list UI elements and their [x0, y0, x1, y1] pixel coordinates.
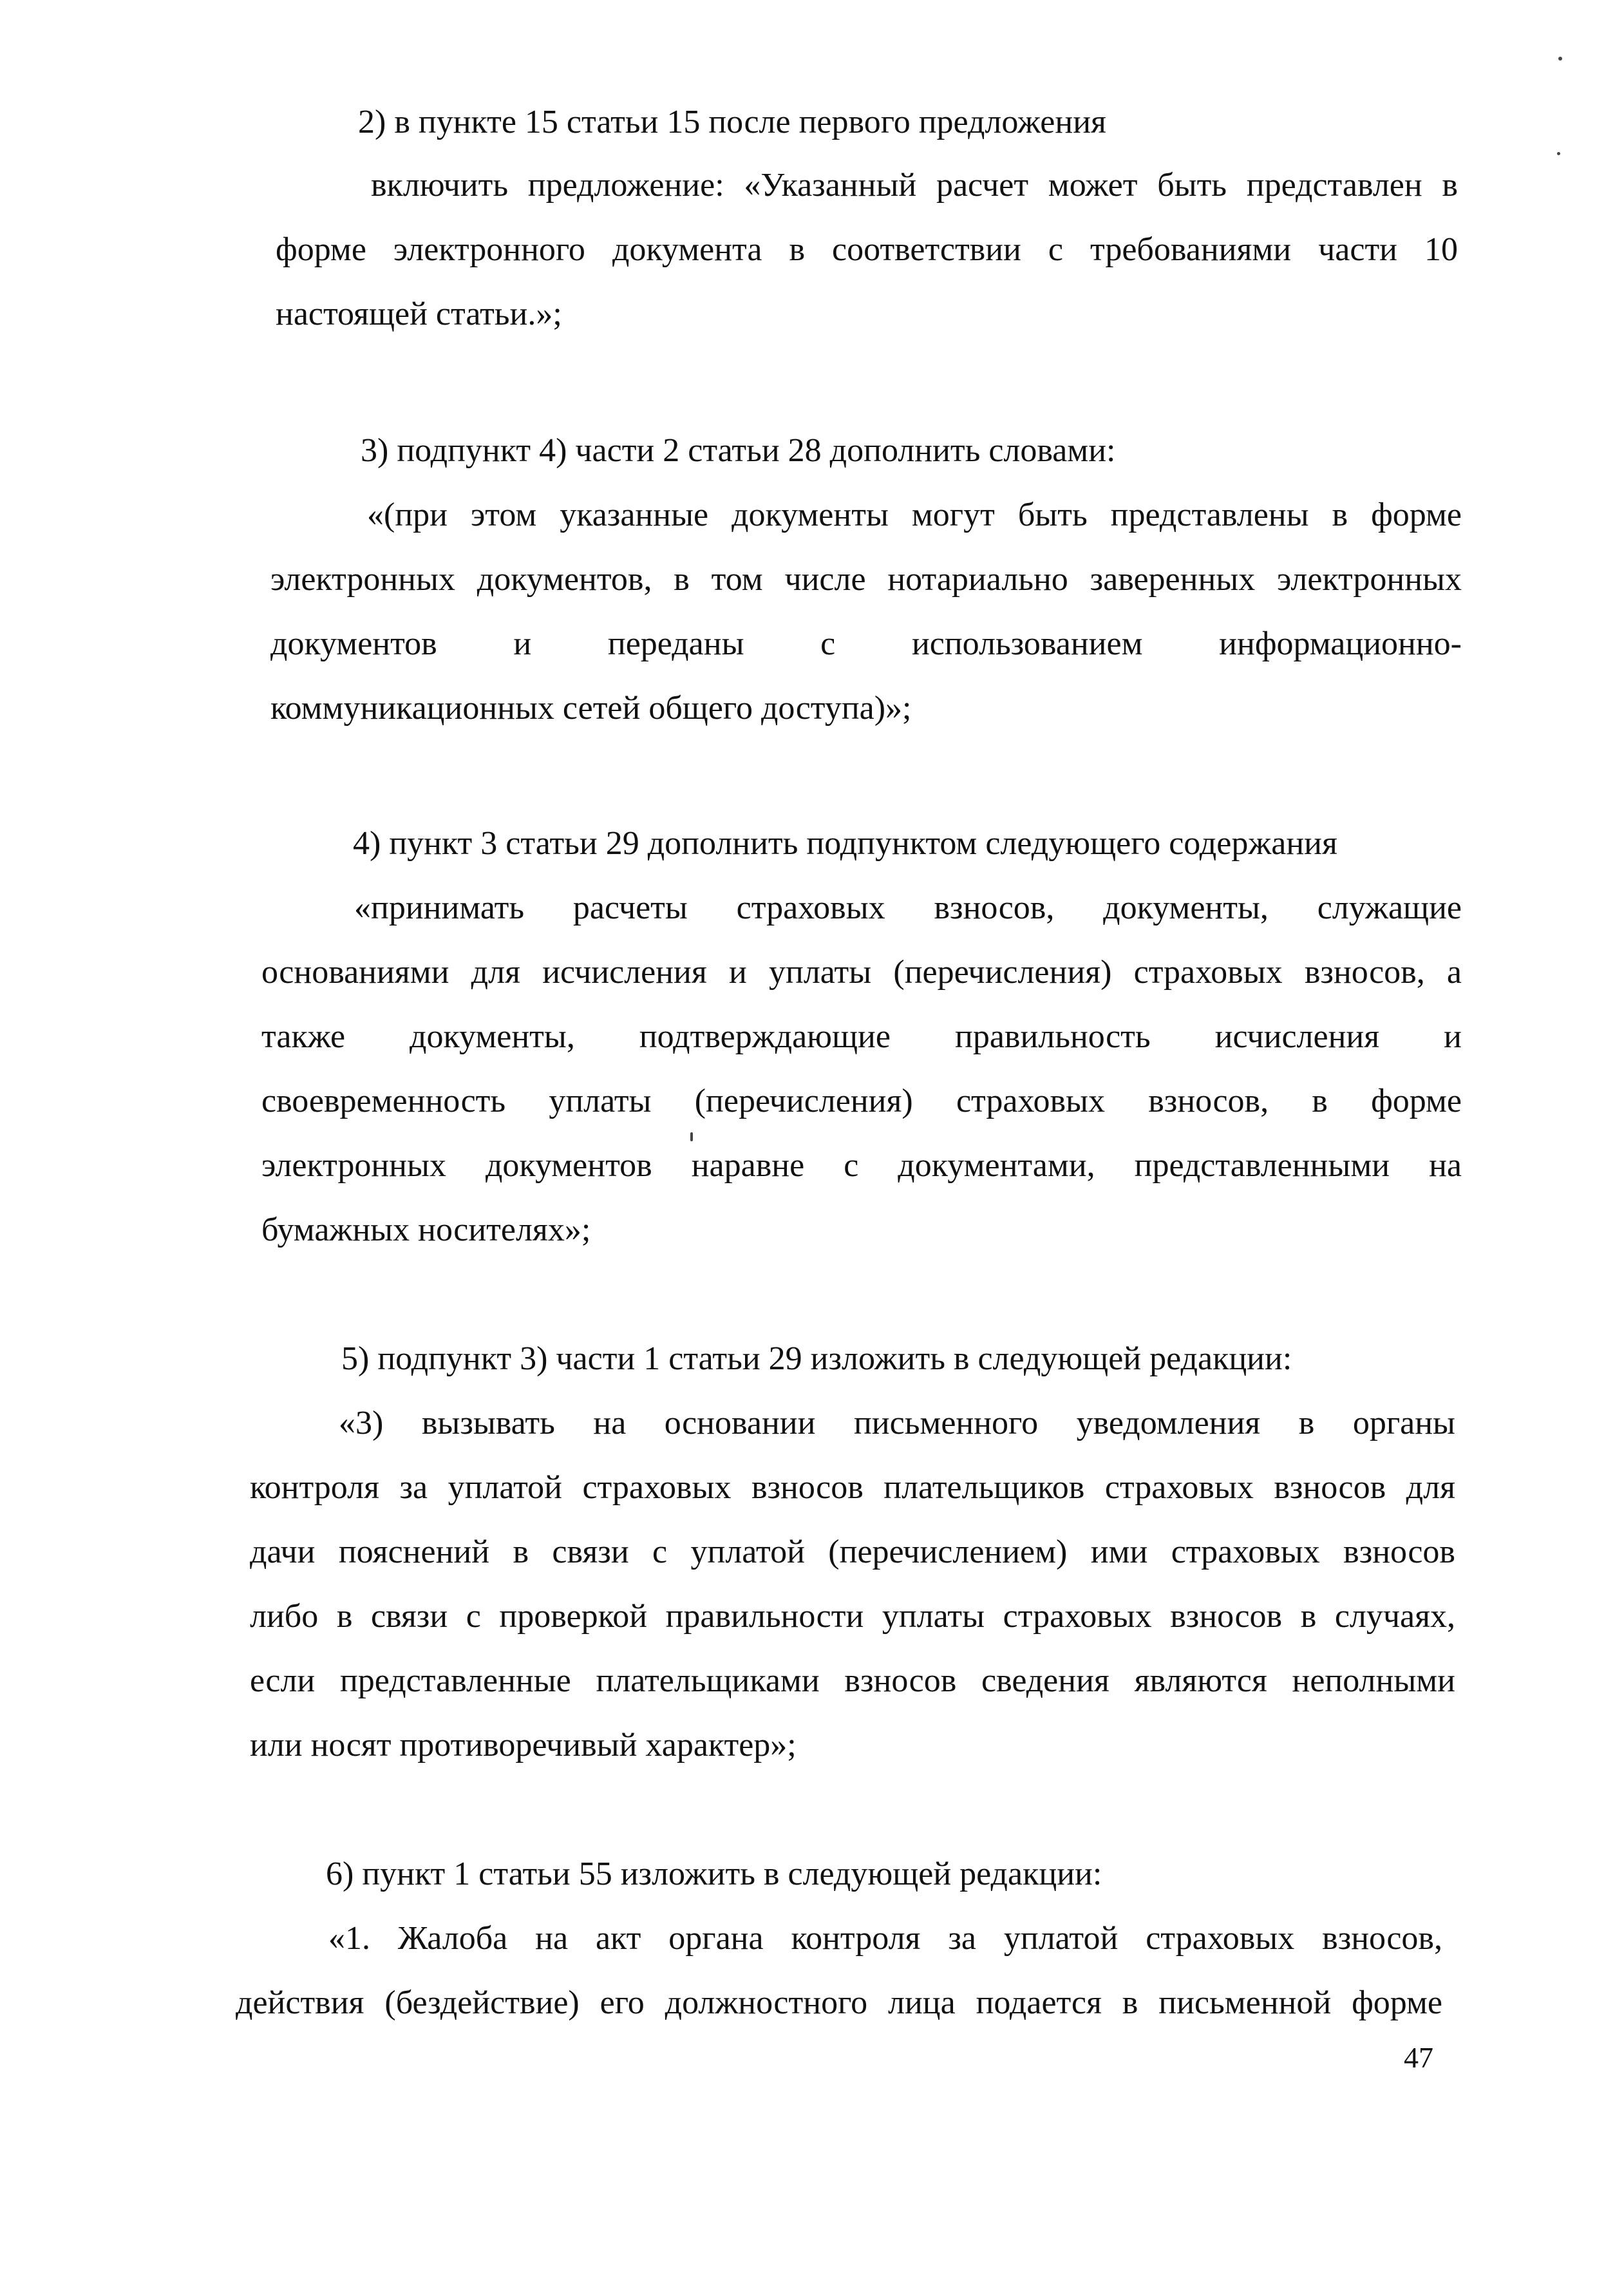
item-5-line-5: если представленные плательщиками взносов сведения являются неполными [250, 1662, 1455, 1699]
item-3-line-4: коммуникационных сетей общего доступа)»; [270, 690, 912, 727]
item-3-line-2: электронных документов, в том числе нотариально заверенных электронных [270, 561, 1462, 598]
item-5-line-6: или носят противоречивый характер»; [250, 1727, 797, 1763]
item-2-line-3: настоящей статьи.»; [276, 296, 562, 332]
item-6-line-1: «1. Жалоба на акт органа контроля за уплатой страховых взносов, [328, 1920, 1442, 1957]
page-number: 47 [1404, 2041, 1433, 2074]
item-4-line-2: основаниями для исчисления и уплаты (перечисления) страховых взносов, а [261, 954, 1462, 991]
item-4-line-6: бумажных носителях»; [261, 1212, 591, 1248]
item-5-line-3: дачи пояснений в связи с уплатой (перечислением) ими страховых взносов [250, 1534, 1455, 1570]
item-5-line-4: либо в связи с проверкой правильности уплаты страховых взносов в случаях, [250, 1598, 1455, 1635]
item-2-heading: 2) в пункте 15 статьи 15 после первого предложения [358, 104, 1106, 140]
scan-speck [1557, 152, 1560, 155]
item-5-line-2: контроля за уплатой страховых взносов плательщиков страховых взносов для [250, 1469, 1455, 1506]
item-5-heading: 5) подпункт 3) части 1 статьи 29 изложить в следующей редакции: [341, 1340, 1292, 1377]
item-5-line-1: «3) вызывать на основании письменного уведомления в органы [339, 1405, 1455, 1441]
item-4-heading: 4) пункт 3 статьи 29 дополнить подпунктом следующего содержания [353, 825, 1337, 862]
item-3-line-1: «(при этом указанные документы могут быть представлены в форме [367, 497, 1462, 533]
scan-speck [690, 1132, 693, 1141]
item-4-line-5: электронных документов наравне с документами, представленными на [261, 1147, 1462, 1184]
item-3-heading: 3) подпункт 4) части 2 статьи 28 дополнить словами: [361, 432, 1116, 469]
item-6-heading: 6) пункт 1 статьи 55 изложить в следующей редакции: [326, 1856, 1102, 1892]
item-3-line-3: документов и переданы с использованием информационно- [270, 625, 1462, 662]
item-4-line-4: своевременность уплаты (перечисления) страховых взносов, в форме [261, 1083, 1462, 1119]
item-2-line-1: включить предложение: «Указанный расчет может быть представлен в [371, 167, 1458, 204]
item-6-line-2: действия (бездействие) его должностного лица подается в письменной форме [236, 1984, 1442, 2021]
item-2-line-2: форме электронного документа в соответствии с требованиями части 10 [276, 231, 1458, 268]
scan-speck [1558, 57, 1562, 61]
item-4-line-1: «принимать расчеты страховых взносов, документы, служащие [354, 889, 1462, 926]
item-4-line-3: также документы, подтверждающие правильность исчисления и [261, 1018, 1462, 1055]
